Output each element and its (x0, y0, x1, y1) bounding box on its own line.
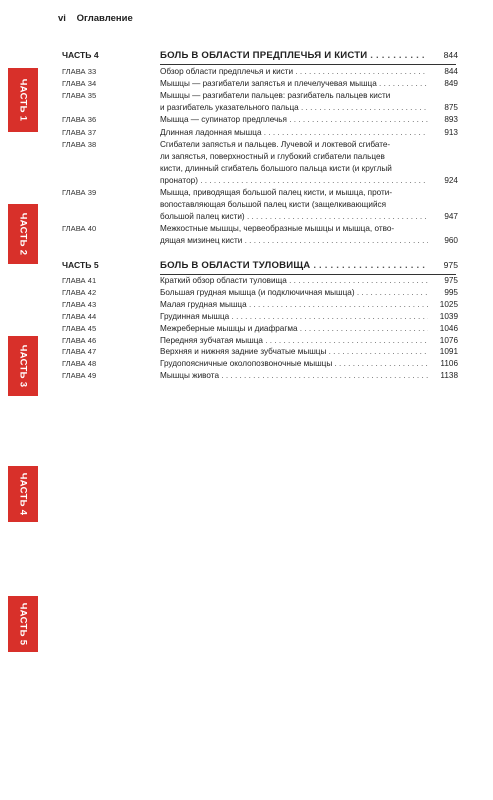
chapter-page: 844 (444, 67, 458, 76)
chapter-number: ГЛАВА 38 (62, 139, 97, 149)
chapter-title-line: Грудопоясничные околопозвоночные мышцы . . . (160, 358, 428, 370)
page-header (58, 13, 133, 24)
part-page: 975 (443, 260, 458, 270)
chapter-page: 893 (444, 115, 458, 125)
chapter-title-line: Краткий обзор области туловища . . . (160, 275, 428, 287)
chapter-title (160, 370, 428, 382)
chapter-title-line: Межреберные мышцы и диафрагма . . . (160, 323, 428, 335)
chapter-title-line: Передняя зубчатая мышца . . . (160, 335, 428, 347)
chapter-title-line: Малая грудная мышца . . . (160, 299, 428, 311)
chapter-title-line: Мышцы — разгибатели запястья и плечелучевая мышца . . . (160, 78, 428, 90)
chapter-title-line: Грудинная мышца . . . (160, 311, 428, 323)
chapter-number: ГЛАВА 49 (62, 371, 97, 381)
chapter-title (160, 275, 428, 287)
toc-entry[interactable] (62, 299, 458, 311)
chapter-title (160, 323, 428, 335)
chapter-number: ГЛАВА 33 (62, 67, 97, 76)
chapter-title (160, 90, 428, 114)
chapter-title-line: ли запястья, поверхностный и глубокий сгибатели пальцев (160, 151, 385, 161)
side-tab-part-5[interactable] (8, 596, 38, 652)
chapter-page: 975 (444, 276, 458, 285)
part-label: ЧАСТЬ 4 (62, 50, 99, 60)
toc-entry[interactable] (62, 358, 458, 370)
header-page-number: vi (58, 13, 66, 24)
side-tab-label: ЧАСТЬ 2 (17, 212, 29, 256)
chapter-number: ГЛАВА 35 (62, 91, 97, 101)
chapter-number: ГЛАВА 34 (62, 79, 97, 89)
chapter-title-line: Обзор области предплечья и кисти . . . (160, 66, 428, 78)
toc-entry[interactable] (62, 127, 458, 139)
chapter-title (160, 358, 428, 370)
chapter-page: 947 (444, 212, 458, 222)
side-tab-part-2[interactable] (8, 204, 38, 264)
chapter-page: 960 (444, 236, 458, 246)
chapter-title (160, 287, 428, 299)
chapter-page: 913 (444, 127, 458, 137)
chapter-page: 924 (444, 175, 458, 185)
chapter-number: ГЛАВА 42 (62, 287, 97, 297)
toc-entry[interactable] (62, 78, 458, 90)
chapter-title-line: Мышца, приводящая большой палец кисти, и мышца, проти- (160, 188, 393, 197)
toc-entry[interactable] (62, 66, 458, 78)
chapter-title-line: и разгибатель указательного пальца . . . (160, 102, 428, 114)
chapter-title (160, 78, 428, 90)
chapter-title-line: Сгибатели запястья и пальцев. Лучевой и локтевой сгибате- (160, 139, 391, 149)
header-title: Оглавление (76, 13, 133, 24)
chapter-page: 1106 (440, 359, 458, 369)
part-page: 844 (443, 50, 458, 60)
chapter-title-line: Длинная ладонная мышца . . . (160, 127, 428, 139)
chapter-title (160, 114, 428, 126)
chapter-title-line: кисти, длинный сгибатель большого пальца кисти (и круглый (160, 163, 392, 173)
chapter-page: 1025 (439, 299, 458, 309)
side-tab-part-4[interactable] (8, 466, 38, 522)
chapter-title-line: вопоставляющая большой палец кисти (защелкивающийся (160, 200, 387, 209)
chapter-number: ГЛАВА 40 (62, 224, 97, 234)
toc-entry[interactable] (62, 275, 458, 287)
chapter-title-line: Мышцы живота . . . (160, 370, 428, 382)
part-title: БОЛЬ В ОБЛАСТИ ТУЛОВИЩА . . . (160, 260, 428, 271)
side-tab-part-1[interactable] (8, 68, 38, 132)
chapter-title (160, 346, 428, 358)
chapter-number: ГЛАВА 37 (62, 127, 97, 137)
toc-entry[interactable] (62, 114, 458, 126)
toc-entry[interactable] (62, 90, 458, 114)
toc-entry[interactable] (62, 323, 458, 335)
chapter-number: ГЛАВА 45 (62, 323, 97, 333)
chapter-page: 1091 (439, 347, 458, 357)
chapter-number: ГЛАВА 39 (62, 188, 97, 197)
chapter-page: 1046 (439, 323, 458, 333)
chapter-number: ГЛАВА 43 (62, 299, 97, 309)
chapter-title-line: большой палец кисти) . . . (160, 211, 428, 223)
chapter-page: 1138 (440, 371, 458, 381)
side-tab-label: ЧАСТЬ 1 (17, 78, 29, 122)
chapter-number: ГЛАВА 41 (62, 276, 97, 285)
chapter-title (160, 299, 428, 311)
chapter-title-line: дящая мизинец кисти . . . (160, 235, 428, 247)
divider (160, 64, 456, 65)
part-title: БОЛЬ В ОБЛАСТИ ПРЕДПЛЕЧЬЯ И КИСТИ . . . (160, 50, 428, 61)
chapter-title-line: Мышцы — разгибатели пальцев: разгибатель пальцев кисти (160, 91, 391, 101)
chapter-title (160, 335, 428, 347)
chapter-title-line: пронатор) . . . (160, 175, 428, 187)
chapter-number: ГЛАВА 44 (62, 311, 97, 321)
chapter-title-line: Мышца — супинатор предплечья . . . (160, 114, 428, 126)
chapter-title (160, 66, 428, 78)
toc-entry[interactable] (62, 346, 458, 358)
chapter-title (160, 187, 428, 223)
side-tab-label: ЧАСТЬ 5 (17, 602, 29, 646)
toc-entry[interactable] (62, 223, 458, 247)
chapter-title-line: Большая грудная мышца (и подключичная мышца) . . . (160, 287, 428, 299)
chapter-number: ГЛАВА 46 (62, 335, 97, 345)
chapter-title (160, 127, 428, 139)
chapter-title-line: Верхняя и нижняя задние зубчатые мышцы . . . (160, 346, 428, 358)
chapter-title-line: Межкостные мышцы, червеобразные мышцы и мышца, отво- (160, 224, 395, 234)
side-tab-label: ЧАСТЬ 3 (17, 344, 29, 388)
chapter-number: ГЛАВА 36 (62, 115, 97, 125)
toc-entry[interactable] (62, 370, 458, 382)
chapter-number: ГЛАВА 47 (62, 347, 97, 357)
chapter-title (160, 223, 428, 247)
chapter-page: 1039 (439, 311, 458, 321)
toc-entry[interactable] (62, 139, 458, 187)
side-tab-label: ЧАСТЬ 4 (17, 472, 29, 516)
chapter-title (160, 311, 428, 323)
toc-entry[interactable] (62, 311, 458, 323)
toc-entry[interactable] (62, 287, 458, 299)
part-label: ЧАСТЬ 5 (62, 260, 99, 270)
side-tab-part-3[interactable] (8, 336, 38, 396)
chapter-number: ГЛАВА 48 (62, 359, 97, 369)
chapter-page: 875 (444, 103, 458, 113)
toc-entry[interactable] (62, 335, 458, 347)
toc-entry[interactable] (62, 187, 458, 223)
chapter-page: 995 (444, 287, 458, 297)
chapter-page: 1076 (439, 335, 458, 345)
chapter-page: 849 (444, 79, 458, 89)
chapter-title (160, 139, 428, 187)
